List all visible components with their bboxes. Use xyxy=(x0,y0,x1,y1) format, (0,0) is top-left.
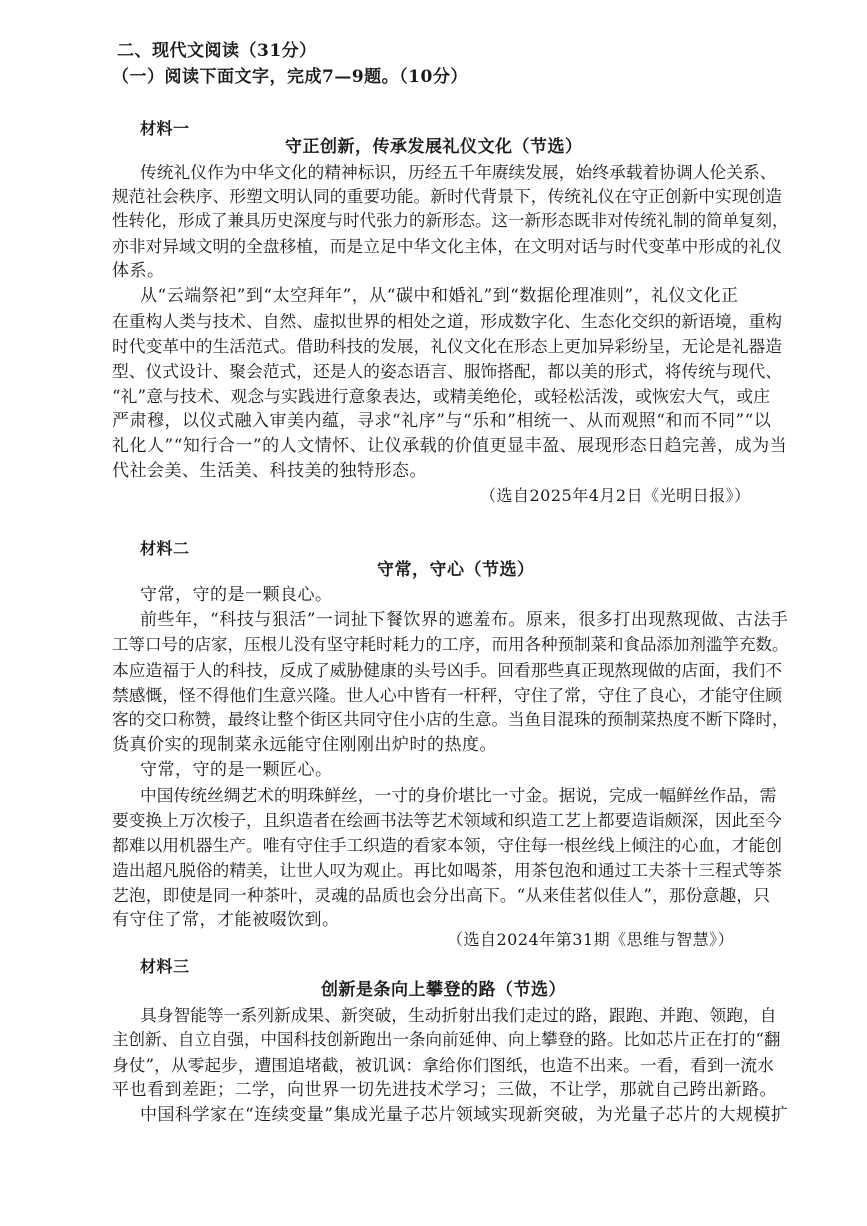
m1-line: “礼”意与技术、观念与实践进行意象表达，或精美绝伦，或轻松活泼，或恢宏大气，或庄 xyxy=(112,386,770,406)
m2-line: 艺泡，即使是同一种茶叶，灵魂的品质也会分出高下。“从来佳茗似佳人”，那份意趣，只 xyxy=(112,885,770,905)
m2-line: 前些年，“科技与狠活”一词扯下餐饮界的遮羞布。原来，很多打出现熬现做、古法手 xyxy=(140,610,789,630)
material2-title: 守常，守心（节选） xyxy=(377,560,535,580)
m2-line: 货真价实的现制菜永远能守住刚刚出炉时的热度。 xyxy=(112,735,497,755)
m3-line: 身仗”，从零起步，遭围追堵截，被讥讽：拿给你们图纸，也造不出来。一看，看到一流水 xyxy=(112,1055,774,1075)
section-heading: 二、现代文阅读（31分） xyxy=(117,41,317,61)
m1-line: 时代变革中的生活范式。借助科技的发展，礼仪文化在形态上更加异彩纷呈，无论是礼器造 xyxy=(112,336,783,356)
m2-line: 客的交口称赞，最终让整个街区共同守住小店的生意。当鱼目混珠的预制菜热度不断下降时， xyxy=(112,710,789,729)
m3-line: 中国科学家在“连续变量”集成光量子芯片领域实现新突破，为光量子芯片的大规模扩 xyxy=(140,1105,789,1125)
m2-line: 造出超凡脱俗的精美，让世人叹为观止。再比如喝茶，用茶包泡和通过工夫茶十三程式等茶 xyxy=(112,860,783,880)
material3-title: 创新是条向上攀登的路（节选） xyxy=(321,980,566,1000)
material1-source: （选自2025年4月2日《光明日报》） xyxy=(480,486,751,505)
m3-line: 主创新、自立自强，中国科技创新跑出一条向前延伸、向上攀登的路。比如芯片正在打的“翻 xyxy=(112,1030,781,1049)
m2-line: 本应造福于人的科技，反成了威胁健康的头号凶手。回看那些真正现熬现做的店面，我们不 xyxy=(112,660,783,680)
m2-line: 中国传统丝绸艺术的明珠鲜丝，一寸的身价堪比一寸金。据说，完成一幅鲜丝作品，需 xyxy=(140,785,777,805)
material1-label: 材料一 xyxy=(140,119,190,138)
material2-label: 材料二 xyxy=(140,539,190,558)
material3-label: 材料三 xyxy=(140,957,190,976)
m1-line: 性转化，形成了兼具历史深度与时代张力的新形态。这一新形态既非对传统礼制的简单复刻， xyxy=(112,211,789,230)
m1-line: 严肃穆，以仪式融入审美内蕴，寻求“礼序”与“乐和”相统一、从而观照“和而不同”“以 xyxy=(112,411,772,431)
m2-line: 要变换上万次梭子，且织造者在绘画书法等艺术领域和织造工艺上都要造诣颇深，因此至今 xyxy=(112,810,783,830)
m1-line: 代社会美、生活美、科技美的独特形态。 xyxy=(112,461,427,481)
material2-source: （选自2024年第31期《思维与智慧》） xyxy=(447,930,735,949)
m1-line: 传统礼仪作为中华文化的精神标识，历经五千年赓续发展，始终承载着协调人伦关系、 xyxy=(140,162,777,182)
m1-line: 礼化人”“知行合一”的人文情怀、让仪承载的价值更显丰盈、展现形态日趋完善，成为当 xyxy=(112,436,788,456)
m2-line: 守常，守的是一颗匠心。 xyxy=(140,760,333,780)
sub-heading: （一）阅读下面文字，完成7—9题。（10分） xyxy=(112,67,468,87)
m2-line: 禁感慨，怪不得他们生意兴隆。世人心中皆有一杆秤，守住了常，守住了良心，才能守住顾 xyxy=(112,685,783,705)
material1-title: 守正创新，传承发展礼仪文化（节选） xyxy=(285,137,583,157)
m2-line: 有守住了常，才能被啜饮到。 xyxy=(112,910,340,930)
m2-line: 工等口号的店家，压根儿没有坚守耗时耗力的工序，而用各种预制菜和食品添加剂滥竽充数。 xyxy=(112,635,789,654)
m1-line: 亦非对异域文明的全盘移植，而是立足中华文化主体，在文明对话与时代变革中形成的礼仪 xyxy=(112,236,783,256)
m1-line: 规范社会秩序、形塑文明认同的重要功能。新时代背景下，传统礼仪在守正创新中实现创造 xyxy=(112,186,783,206)
m2-line: 守常，守的是一颗良心。 xyxy=(140,585,333,605)
m3-line: 平也看到差距；二学，向世界一切先进技术学习；三做，不让学，那就自己跨出新路。 xyxy=(112,1080,777,1100)
m3-line: 具身智能等一系列新成果、新突破，生动折射出我们走过的路，跟跑、并跑、领跑，自 xyxy=(140,1005,777,1025)
m2-line: 都难以用机器生产。唯有守住手工织造的看家本领，守住每一根丝线上倾注的心血，才能创 xyxy=(112,835,783,855)
m1-line: 从“云端祭祀”到“太空拜年”，从“碳中和婚礼”到“数据伦理准则”，礼仪文化正 xyxy=(140,286,739,306)
m1-line: 体系。 xyxy=(112,261,165,281)
m1-line: 在重构人类与技术、自然、虚拟世界的相处之道，形成数字化、生态化交织的新语境，重构 xyxy=(112,311,783,331)
m1-line: 型、仪式设计、聚会范式，还是人的姿态语言、服饰搭配，都以美的形式，将传统与现代、 xyxy=(112,361,783,381)
